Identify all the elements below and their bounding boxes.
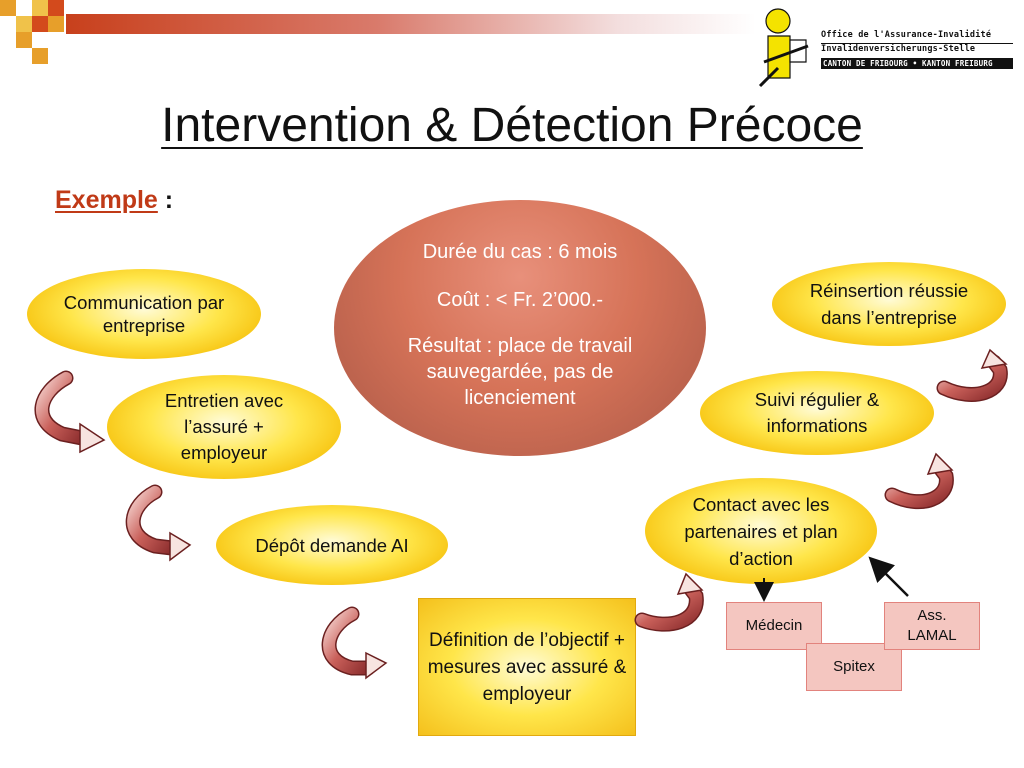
partner-medecin-label: Médecin — [745, 617, 803, 634]
arrow-up-left-icon — [872, 560, 908, 596]
step-depot-label: Dépôt demande AI — [255, 534, 409, 556]
step-communication-label: Communication par entreprise — [63, 292, 225, 336]
logo-text-line2: Invalidenversicherungs-Stelle — [821, 43, 1013, 55]
page-title-text: Intervention & Détection Précoce — [161, 99, 863, 152]
partner-lamal-label: Ass. LAMAL — [907, 607, 957, 644]
logo-text-line3: CANTON DE FRIBOURG • KANTON FREIBURG — [821, 58, 1013, 69]
curved-arrow-icon — [329, 614, 386, 678]
step-reinsertion-label: Réinsertion réussie dans l’entreprise — [809, 280, 969, 328]
curved-arrow-icon — [944, 350, 1006, 394]
step-entretien-label: Entretien avec l’assuré + employeur — [164, 390, 284, 463]
example-colon: : — [157, 186, 174, 214]
step-contact-label: Contact avec les partenaires et plan d’action — [684, 493, 838, 569]
curved-arrow-icon — [42, 378, 104, 452]
curved-arrow-icon — [642, 574, 702, 624]
partner-spitex-label: Spitex — [833, 658, 875, 675]
example-word: Exemple — [55, 186, 158, 214]
step-suivi-label: Suivi régulier & informations — [754, 389, 880, 436]
step-definition-label: Définition de l’objectif + mesures avec assuré & employeur — [427, 629, 627, 705]
curved-arrow-icon — [133, 492, 190, 560]
curved-arrow-icon — [892, 454, 952, 502]
case-duration: Durée du cas : 6 mois — [422, 241, 618, 263]
logo-text-line1: Office de l'Assurance-Invalidité — [821, 30, 992, 40]
case-result: Résultat : place de travail sauvegardée, pas de licenciement — [407, 335, 633, 409]
case-cost: Coût : < Fr. 2’000.- — [436, 289, 604, 311]
